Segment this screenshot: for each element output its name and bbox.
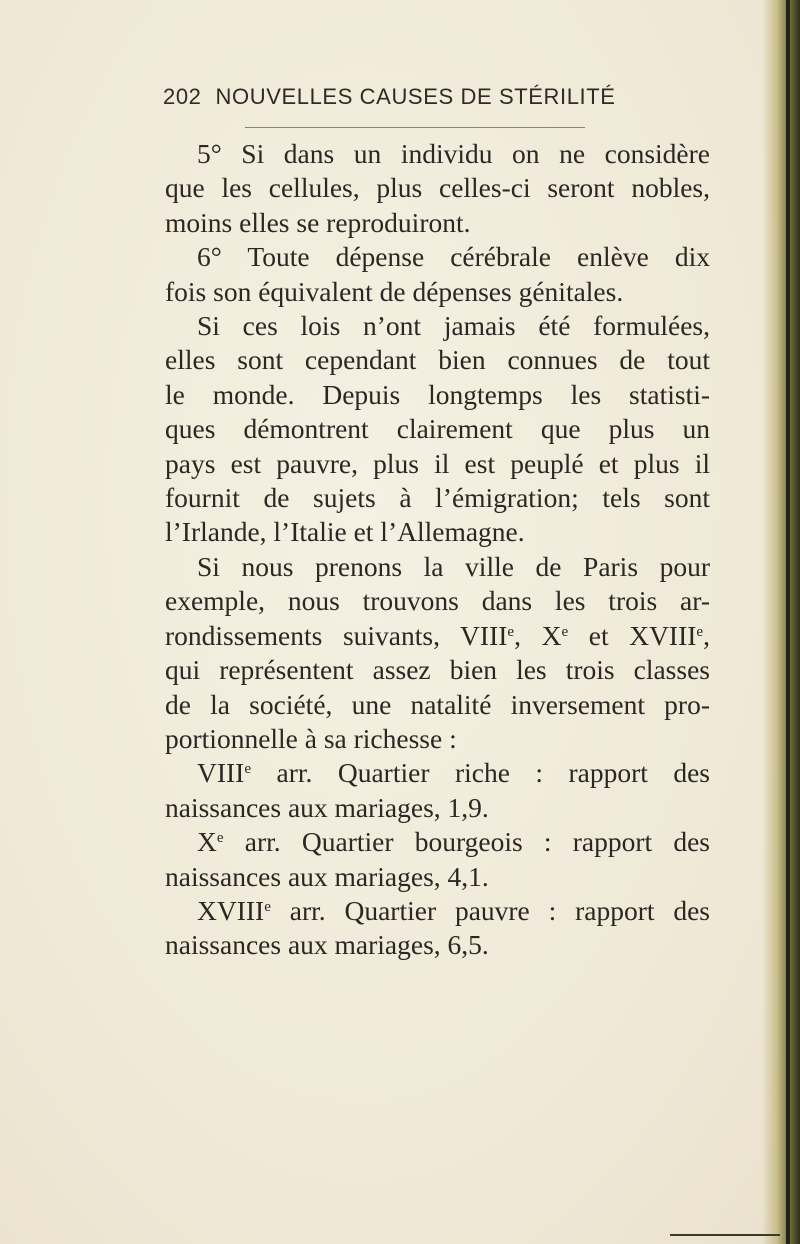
text-line: rondissements suivants, VIIIe, Xe et XVIIIe, (165, 619, 710, 651)
text-line: l’Irlande, l’Italie et l’Allemagne. (165, 516, 525, 548)
text-line: naissances aux mariages, 1,9. (165, 791, 489, 823)
text-line: exemple, nous trouvons dans les trois ar- (165, 585, 710, 617)
text-line: qui représentent assez bien les trois classes (165, 654, 710, 686)
ordinal-superscript: e (244, 761, 252, 778)
text-line: VIIIe arr. Quartier riche : rapport des (197, 757, 710, 789)
text-line: Xe arr. Quartier bourgeois : rapport des (197, 826, 710, 858)
ordinal-superscript: e (561, 623, 569, 640)
text-line: elles sont cependant bien connues de tout (165, 344, 710, 376)
text-line: 6° Toute dépense cérébrale enlève dix (197, 241, 710, 273)
text-line: que les cellules, plus celles-ci seront nobles, (165, 172, 710, 204)
ordinal-superscript: e (216, 830, 224, 847)
page-edge-line (786, 0, 790, 1244)
text-line: de la société, une natalité inversement pro- (165, 688, 710, 720)
text-line: ques démontrent clairement que plus un (165, 413, 710, 445)
text-line: XVIIIe arr. Quartier pauvre : rapport des (197, 894, 710, 926)
ordinal-superscript: e (507, 623, 515, 640)
text-line: Si ces lois n’ont jamais été formulées, (197, 310, 710, 342)
running-head (163, 84, 616, 110)
text-line: fois son équivalent de dépenses génitales. (165, 275, 624, 307)
text-line: naissances aux mariages, 6,5. (165, 929, 489, 961)
text-line: moins elles se reproduiront. (165, 206, 471, 238)
page-edge-shadow (762, 0, 800, 1244)
page-number: 202 (163, 84, 202, 109)
text-line: pays est pauvre, plus il est peuplé et plus il (165, 447, 710, 479)
running-title: NOUVELLES CAUSES DE STÉRILITÉ (215, 84, 616, 109)
ordinal-superscript: e (264, 898, 271, 915)
text-line: le monde. Depuis longtemps les statisti- (165, 378, 710, 410)
text-line: naissances aux mariages, 4,1. (165, 860, 489, 892)
body-text (165, 137, 710, 963)
text-line: fournit de sujets à l’émigration; tels sont (165, 482, 710, 514)
text-line: 5° Si dans un individu on ne considère (197, 138, 710, 169)
ordinal-superscript: e (696, 623, 704, 640)
header-rule (245, 127, 585, 128)
text-line: Si nous prenons la ville de Paris pour (197, 550, 710, 582)
text-line: portionnelle à sa richesse : (165, 722, 457, 754)
page-bottom-mark (670, 1234, 780, 1236)
